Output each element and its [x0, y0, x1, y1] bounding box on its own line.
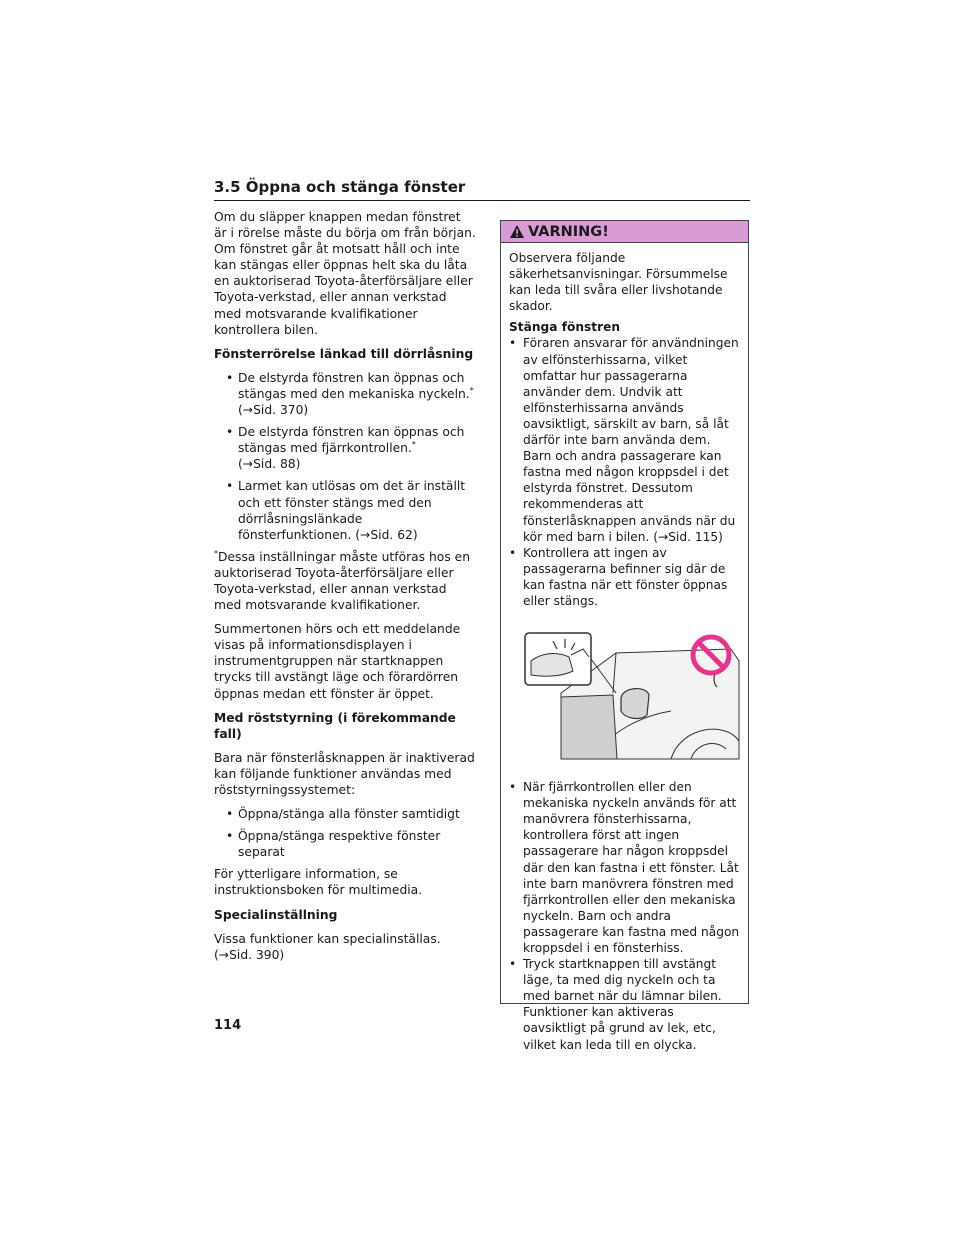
list-item: • De elstyrda fönstren kan öppnas och stängas med den mekaniska nyckeln.* (→Sid. 370) [214, 370, 476, 418]
page-number: 114 [214, 1018, 242, 1033]
warning-list-top [509, 335, 740, 609]
special-heading: Specialinställning [214, 907, 338, 922]
warning-box [500, 220, 749, 1052]
warning-list-bottom [509, 779, 740, 1053]
list-item: • Öppna/stänga respektive fönster separat [214, 828, 476, 860]
intro-paragraph: Om du släpper knappen medan fönstret är i rörelse måste du börja om från början. Om fönstret går åt motsatt håll och inte kan stängas eller öppnas helt ska du låta en auktoriserad Toyota-återförsäljare eller Toyota-verkstad, eller annan verkstad med motsvarande kvalifikationer kontrollera bilen. [214, 210, 476, 337]
left-column [214, 209, 476, 971]
list-item: • De elstyrda fönstren kan öppnas och stängas med fjärrkontrollen.* (→Sid. 88) [214, 424, 476, 472]
list-item: • Kontrollera att ingen av passagerarna befinner sig där de kan fastna när ett fönster öppnas eller stängs. [509, 545, 740, 609]
warning-intro: Observera följande säkerhetsanvisningar. Försummelse kan leda till svåra eller livshotande skador. [509, 251, 728, 314]
list-item: • Föraren ansvarar för användningen av elfönsterhissarna, vilket omfattar hur passagerarna använder dem. Undvik att elfönsterhissarna används oavsiktligt, särskilt av barn, så låt därför inte barn använda dem. Barn och andra passagerare kan fastna med någon kroppsdel i det elstyrda fönstret. Dessutom rekommenderas att fönsterlåsknappen används när du kör med barn i bilen. (→Sid. 115) [509, 335, 740, 544]
list-item: • Larmet kan utlösas om det är inställt och ett fönster stängs med den dörrlåsningslänkade fönsterfunktionen. (→Sid. 62) [214, 478, 476, 542]
voice-heading: Med röststyrning (i förekommande fall) [214, 710, 456, 741]
special-text: Vissa funktioner kan specialinställas. (→Sid. 390) [214, 931, 441, 962]
section-title: 3.5 Öppna och stänga fönster [214, 177, 750, 201]
warning-triangle-icon [509, 224, 525, 239]
list-item: • Öppna/stänga alla fönster samtidigt [214, 806, 476, 822]
door-lock-heading: Fönsterrörelse länkad till dörrlåsning [214, 346, 474, 361]
warning-title: VARNING! [528, 223, 609, 240]
voice-intro: Bara när fönsterlåsknappen är inaktiverad kan följande funktioner användas med röststyrningssystemet: [214, 750, 475, 797]
more-info: För ytterligare information, se instruktionsboken för multimedia. [214, 867, 423, 898]
footnote: *Dessa inställningar måste utföras hos en auktoriserad Toyota-återförsäljare eller Toyota-verkstad, eller annan verkstad med motsvarande kvalifikationer. [214, 548, 470, 613]
buzzer-paragraph: Summertonen hörs och ett meddelande visas på informationsdisplayen i instrumentgruppen när startknappen trycks till avstängt läge och förardörren öppnas medan ett fönster är öppet. [214, 622, 461, 701]
voice-list [214, 806, 476, 860]
warning-body [501, 243, 748, 1053]
list-item: • När fjärrkontrollen eller den mekaniska nyckeln används för att manövrera fönsterhissarna, kontrollera först att ingen passagerare har någon kroppsdel där den kan fastna i ett fönster. Låt inte barn manövrera fönstren med fjärrkontrollen eller den mekaniska nyckeln. Barn och andra passagerare kan fastna med någon kroppsdel i en fönsterhiss. [509, 779, 740, 956]
warning-header [501, 221, 748, 243]
close-windows-heading: Stänga fönstren [509, 320, 621, 335]
list-item: • Tryck startknappen till avstängt läge, ta med dig nyckeln och ta med barnet när du lämnar bilen. Funktioner kan aktiveras oavsiktligt på grund av lek, etc, vilket kan leda till en olycka. [509, 956, 740, 1053]
window-pinch-illustration [521, 631, 741, 761]
door-lock-list [214, 370, 476, 543]
